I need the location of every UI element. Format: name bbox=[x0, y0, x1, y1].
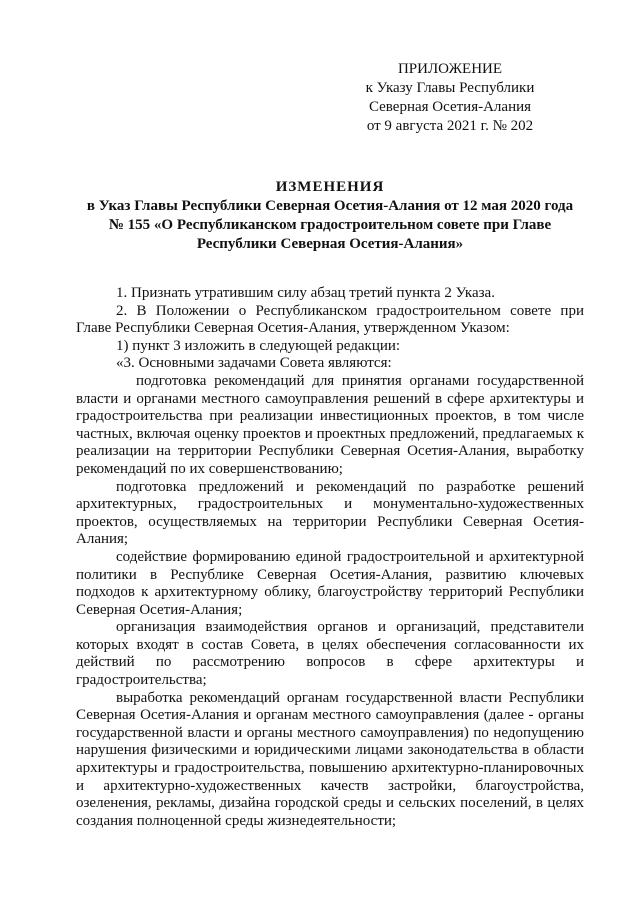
appendix-republic: Северная Осетия-Алания bbox=[368, 99, 532, 115]
paragraph-5: подготовка рекомендаций для принятия органами государственной власти и органами местного самоуправления решений в сфере архитектуры и градостроительства при реализации инвестиционных проектов, в том числе частных, включая оценку проектов и проектных предложений, предлагаемых к реализации на территории Республики Северная Осетия-Алания, выработку рекомендаций по их совершенствованию; bbox=[76, 372, 584, 477]
document-body bbox=[76, 285, 584, 830]
paragraph-8: организация взаимодействия органов и организаций, представители которых входят в состав Совета, в целях обеспечения согласованности их действий по рассмотрению вопросов в сфере архитектуры и градостроительства; bbox=[76, 619, 584, 689]
title-heading: ИЗМЕНЕНИЯ bbox=[275, 179, 385, 195]
paragraph-6: подготовка предложений и рекомендаций по разработке решений архитектурных, градостроительных и монументально-художественных проектов, осуществляемых на территории Республики Северная Осетия-Алания; bbox=[76, 478, 584, 548]
title-line-2: № 155 «О Республиканском градостроительном совете при Главе bbox=[108, 217, 552, 233]
title-line-3: Республики Северная Осетия-Алания» bbox=[196, 236, 464, 252]
paragraph-4: «3. Основными задачами Совета являются: bbox=[116, 355, 392, 372]
paragraph-1: 1. Признать утратившим силу абзац третий пункта 2 Указа. bbox=[116, 285, 495, 301]
appendix-date: от 9 августа 2021 г. № 202 bbox=[366, 118, 534, 134]
title-line-1: в Указ Главы Республики Северная Осетия-Алания от 12 мая 2020 года bbox=[86, 198, 574, 214]
paragraph-3: 1) пункт 3 изложить в следующей редакции: bbox=[116, 337, 401, 354]
document-title bbox=[60, 178, 600, 254]
appendix-decree-ref: к Указу Главы Республики bbox=[365, 80, 535, 96]
paragraph-7: содействие формированию единой градостроительной и архитектурной политики в Республике Северная Осетия-Алания, развитию ключевых подходов к архитектурному облику, благоустройству территорий Республики Северная Осетия-Алания; bbox=[76, 548, 584, 618]
appendix-block bbox=[330, 60, 570, 136]
paragraph-2: 2. В Положении о Республиканском градостроительном совете при Главе Республики Северная Осетия-Алания, утвержденном Указом: bbox=[76, 302, 584, 337]
paragraph-9: выработка рекомендаций органам государственной власти Республики Северная Осетия-Алания и органам местного самоуправления (далее - органы государственной власти и органы местного самоуправления) по недопущению нарушения физическими и юридическими лицами законодательства в области архитектуры и градостроительства, повышению архитектурно-планировочных и архитектурно-художественных качеств застройки, благоустройства, озеленения, рекламы, дизайна городской среды и сельских поселений, в целях создания полноценной среды жизнедеятельности; bbox=[76, 689, 584, 829]
appendix-label: ПРИЛОЖЕНИЕ bbox=[397, 61, 503, 77]
